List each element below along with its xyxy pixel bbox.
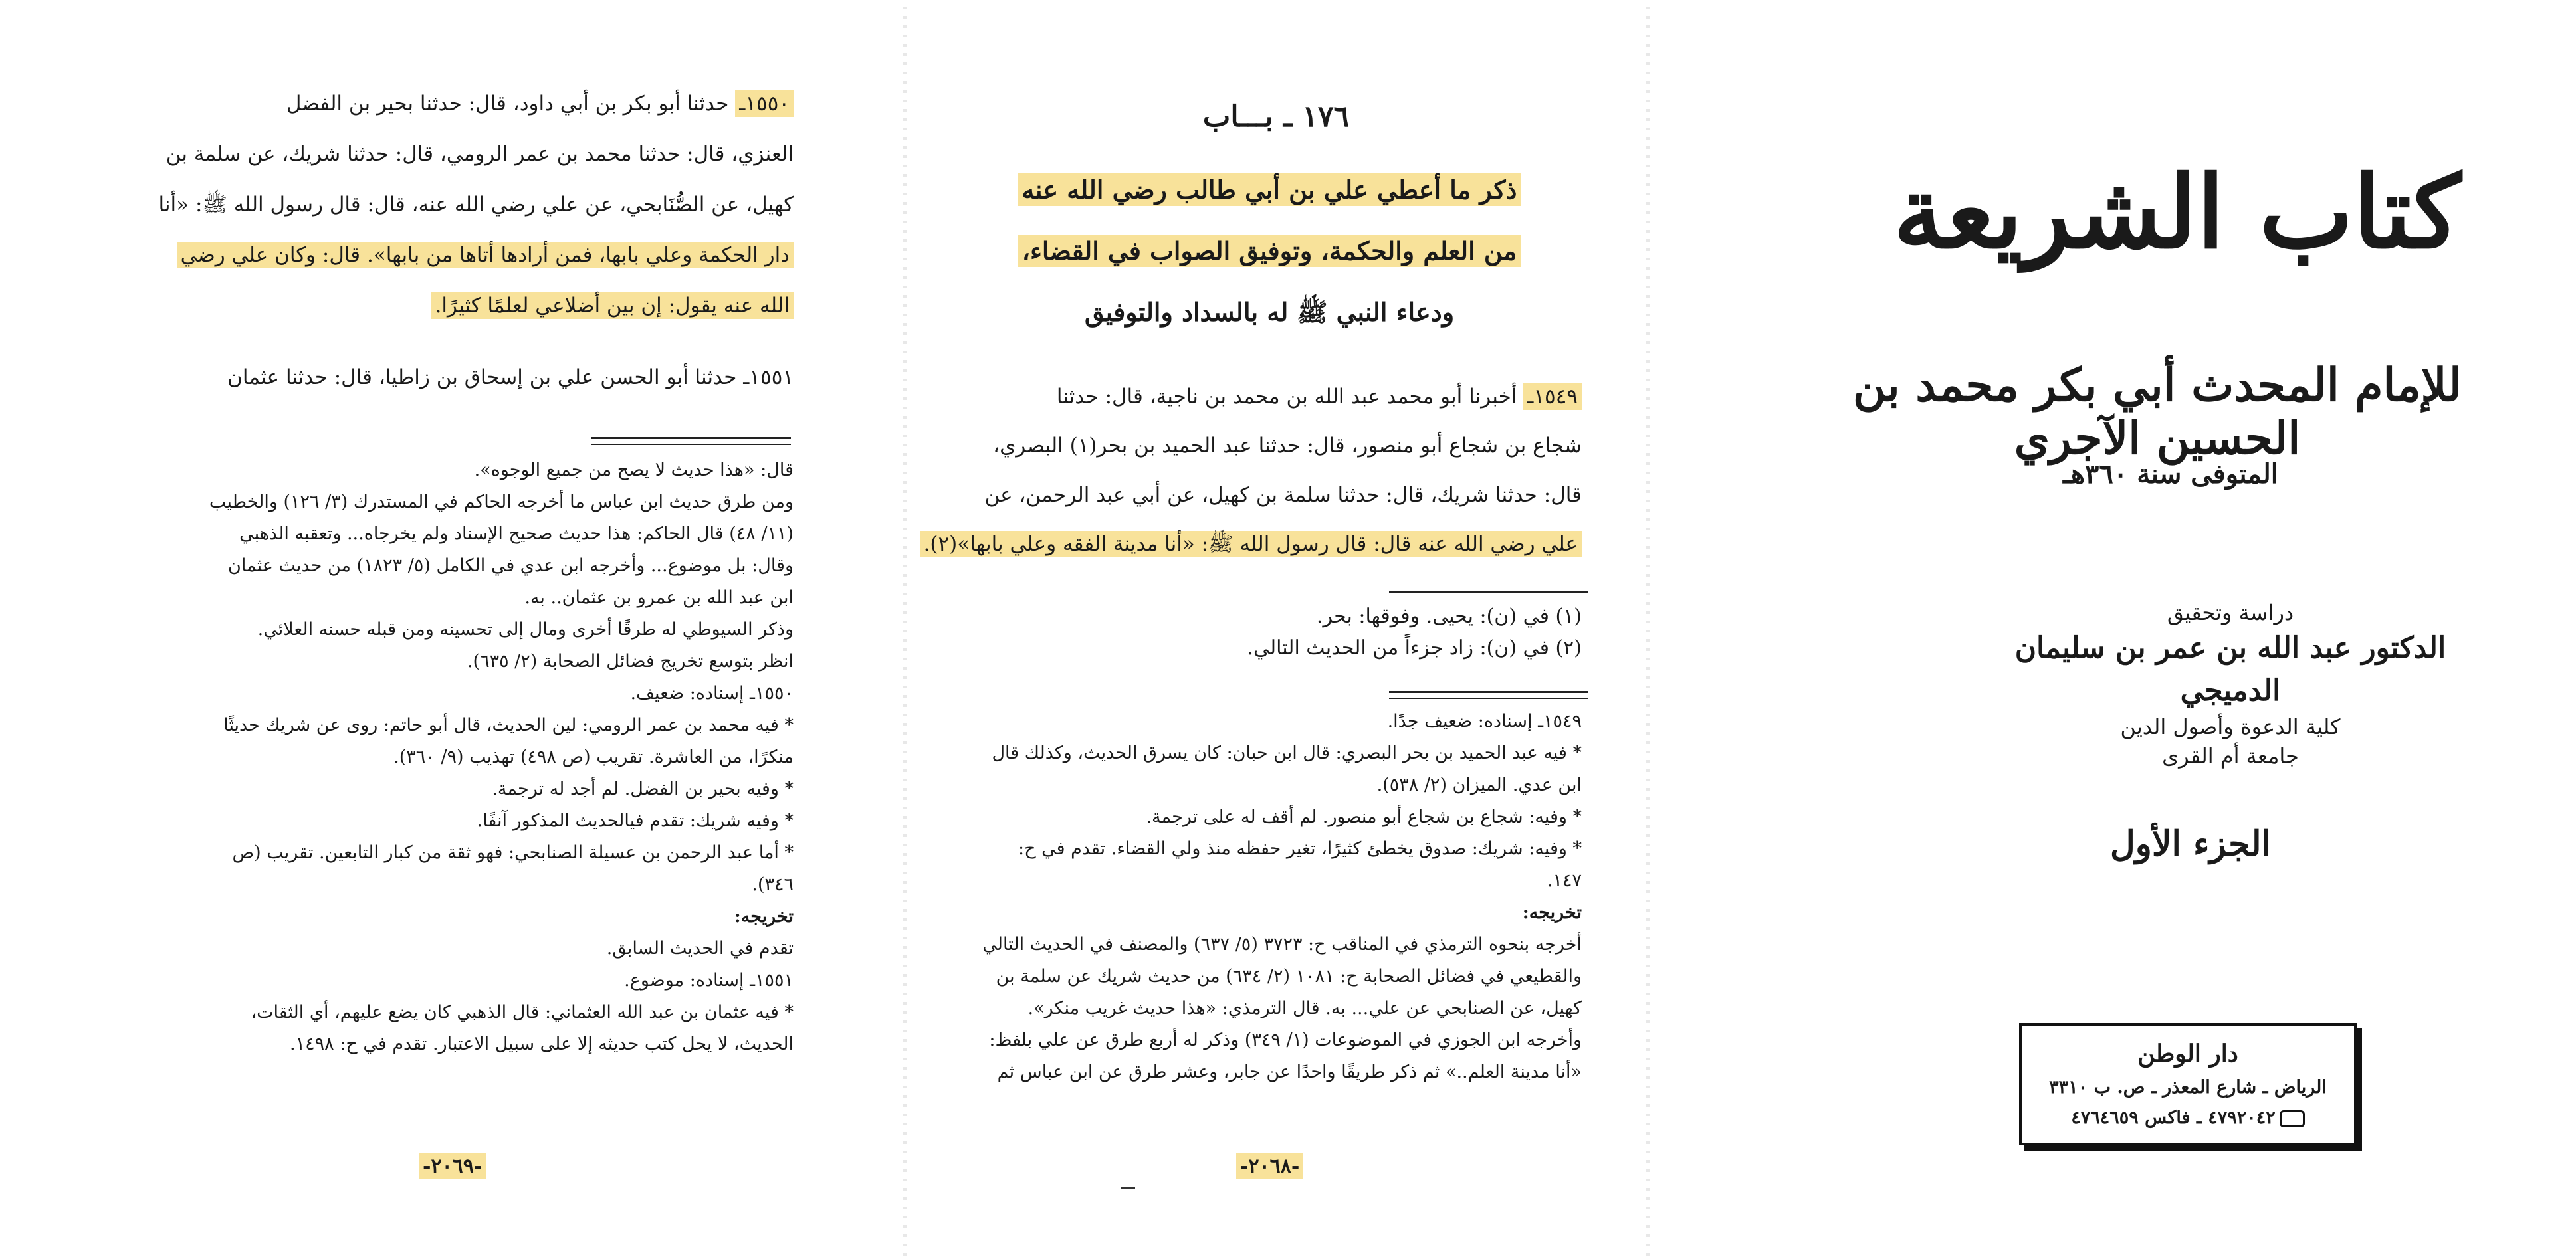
phone-icon — [2280, 1110, 2305, 1127]
hadith-1550 — [69, 78, 794, 331]
footnote-divider — [591, 437, 791, 439]
hadith-1549: ١٥٤٩ـ أخبرنا أبو محمد عبد الله بن محمد بن ناجية، قال: حدثنا شجاع بن شجاع أبو منصور، قال: حدثنا عبد الحميد بن بحر(١) البصري، قال: حدثنا شريك، قال: حدثنا سلمة بن كهيل، عن أبي عبد الرحمن، عن علي رضي الله عنه قال: قال رسول الله ﷺ: «أنا مدينة الفقه وعلي بابها»(٢). — [904, 372, 1582, 569]
notes-divider — [1389, 591, 1588, 593]
editor-name: الدكتور عبد الله بن عمر بن سليمان الدميجي — [2014, 631, 2446, 708]
footnote-divider-2 — [1389, 698, 1588, 699]
footnotes: ١٥٤٩ـ إسناده: ضعيف جدًا. * فيه عبد الحميد بن بحر البصري: قال ابن حبان: كان يسرق الحديث، وكذلك قال ابن عدي. الميزان (٢/ ٥٣٨). * وفيه: شجاع بن شجاع أبو منصور. لم أقف له على ترجمة. * وفيه: شريك: صدوق يخطئ كثيرًا، تغير حفظه منذ ولي القضاء. تقدم في ح: ١٤٧. تخريجه: أخرجه بنحوه الترمذي في المناقب ح: ٣٧٢٣ (٥/ ٦٣٧) والمصنف في الحديث التالي والقطيعي في فضائل الصحابة ح: ١٠٨١ (٢/ ٦٣٤) من حديث شريك عن سلمة بن كهيل، عن الصنابحي عن علي... به. قال الترمذي: «هذا حديث غريب منكر». وأخرجه ابن الجوزي في الموضوعات (١/ ٣٤٩) وذكر له أربع طرق عن علي بلفظ: «أنا مدينة العلم..» ثم ذكر طريقًا واحدًا عن جابر، وعشر طرق عن ابن عباس ثم — [982, 711, 1582, 1082]
notes: (١) في (ن): يحيى. وفوقها: بحر. (٢) في (ن): زاد جزءاً من الحديث التالي. — [1247, 605, 1582, 660]
hadith-number: ١٥٥١ـ — [743, 365, 794, 389]
page-2068 — [857, 0, 1622, 1259]
faculty-name: كلية الدعوة وأصول الدين — [2120, 714, 2341, 739]
publisher-box — [2019, 1023, 2357, 1145]
hadith-1550-line-1: ١٥٥٠ـ حدثنا أبو بكر بن أبي داود، قال: حدثنا بحير بن الفضل — [69, 78, 794, 129]
page-number: -٢٠٦٩- — [419, 1155, 486, 1178]
hadith-number: ١٥٥٠ـ — [735, 90, 794, 117]
footnote-divider — [1389, 691, 1588, 693]
author-line: للإمام المحدث أبي بكر محمد بن الحسين الآجري — [1853, 359, 2462, 465]
volume-label: الجزء الأول — [2109, 824, 2272, 864]
hadith-1550-line-2: العنزي، قال: حدثنا محمد بن عمر الرومي، قال: حدثنا شريك، عن سلمة بن — [165, 142, 794, 166]
hadith-1550-line-5: الله عنه يقول: إن بين أضلاعي لعلمًا كثيرًا. — [69, 280, 794, 331]
page-number: -٢٠٦٨- — [1236, 1155, 1303, 1178]
page-edge-mark — [1121, 1187, 1135, 1189]
publisher-address: الرياض ـ شارع المعذر ـ ص. ب ٣٣١٠ — [2049, 1077, 2327, 1098]
title-page — [1622, 0, 2576, 1259]
hadith-1550-line-4: دار الحكمة وعلي بابها، فمن أرادها أتاها من بابها». قال: وكان علي رضي — [69, 230, 794, 280]
author-death-date: المتوفى سنة ٣٦٠هـ — [2063, 458, 2278, 490]
footnotes: قال: «هذا حديث لا يصح من جميع الوجوه». ومن طرق حديث ابن عباس ما أخرجه الحاكم في المستدرك (٣/ ١٢٦) والخطيب (١١/ ٤٨) قال الحاكم: هذا حديث صحيح الإسناد ولم يخرجاه... وتعقبه الذهبي وقال: بل موضوع... وأخرجه ابن عدي في الكامل (٥/ ١٨٢٣) من حديث عثمان ابن عبد الله بن عمرو بن عثمان.. به. وذكر السيوطي له طرقًا أخرى ومال إلى تحسينه ومن قبله حسنه العلائي. انظر بتوسع تخريج فضائل الصحابة (٢/ ٦٣٥). ١٥٥٠ـ إسناده: ضعيف. * فيه محمد بن عمر الرومي: لين الحديث، قال أبو حاتم: روى عن شريك حديثًا منكرًا، من العاشرة. تقريب (ص ٤٩٨) تهذيب (٩/ ٣٦٠). * وفيه بحير بن الفضل. لم أجد له ترجمة. * وفيه شريك: تقدم فيالحديث المذكور آنفًا. * أما عبد الرحمن بن عسيلة الصنابحي: فهو ثقة من كبار التابعين. تقريب (ص ٣٤٦). تخريجه: تقدم في الحديث السابق. ١٥٥١ـ إسناده: موضوع. * فيه عثمان بن عبد الله العثماني: قال الذهبي كان يضع عليهم، أي الثقات، الحديث، لا يحل كتب حديثه إلا على سبيل الاعتبار. تقدم في ح: ١٤٩٨. — [209, 460, 794, 1054]
editor-credit — [1991, 598, 2470, 771]
hadith-1550-line-3: كهيل، عن الصُّنَابحي، عن علي رضي الله عنه، قال: قال رسول الله ﷺ: «أنا — [158, 193, 794, 217]
page-2069 — [0, 0, 857, 1259]
hadith-number: ١٥٤٩ـ — [1523, 383, 1582, 410]
publisher-phone: ٤٧٩٢٠٤٢ ـ فاكس ٤٧٦٤٦٥٩ — [2071, 1108, 2276, 1128]
publisher-name: دار الوطن — [2137, 1040, 2238, 1068]
book-title: كتاب الشريعة — [1893, 154, 2462, 271]
chapter-title: ١٧٦ ـ بـــاب — [1202, 100, 1350, 134]
university-name: جامعة أم القرى — [2162, 743, 2299, 769]
hadith-1551: ١٥٥١ـ حدثنا أبو الحسن علي بن إسحاق بن زاطيا، قال: حدثنا عثمان — [227, 365, 794, 389]
chapter-heading: ذكر ما أعطي علي بن أبي طالب رضي الله عنه من العلم والحكمة، وتوفيق الصواب في القضاء، ودعاء النبي ﷺ له بالسداد والتوفيق — [970, 159, 1568, 343]
footnote-divider-2 — [591, 444, 791, 445]
study-label: دراسة وتحقيق — [2167, 600, 2294, 625]
